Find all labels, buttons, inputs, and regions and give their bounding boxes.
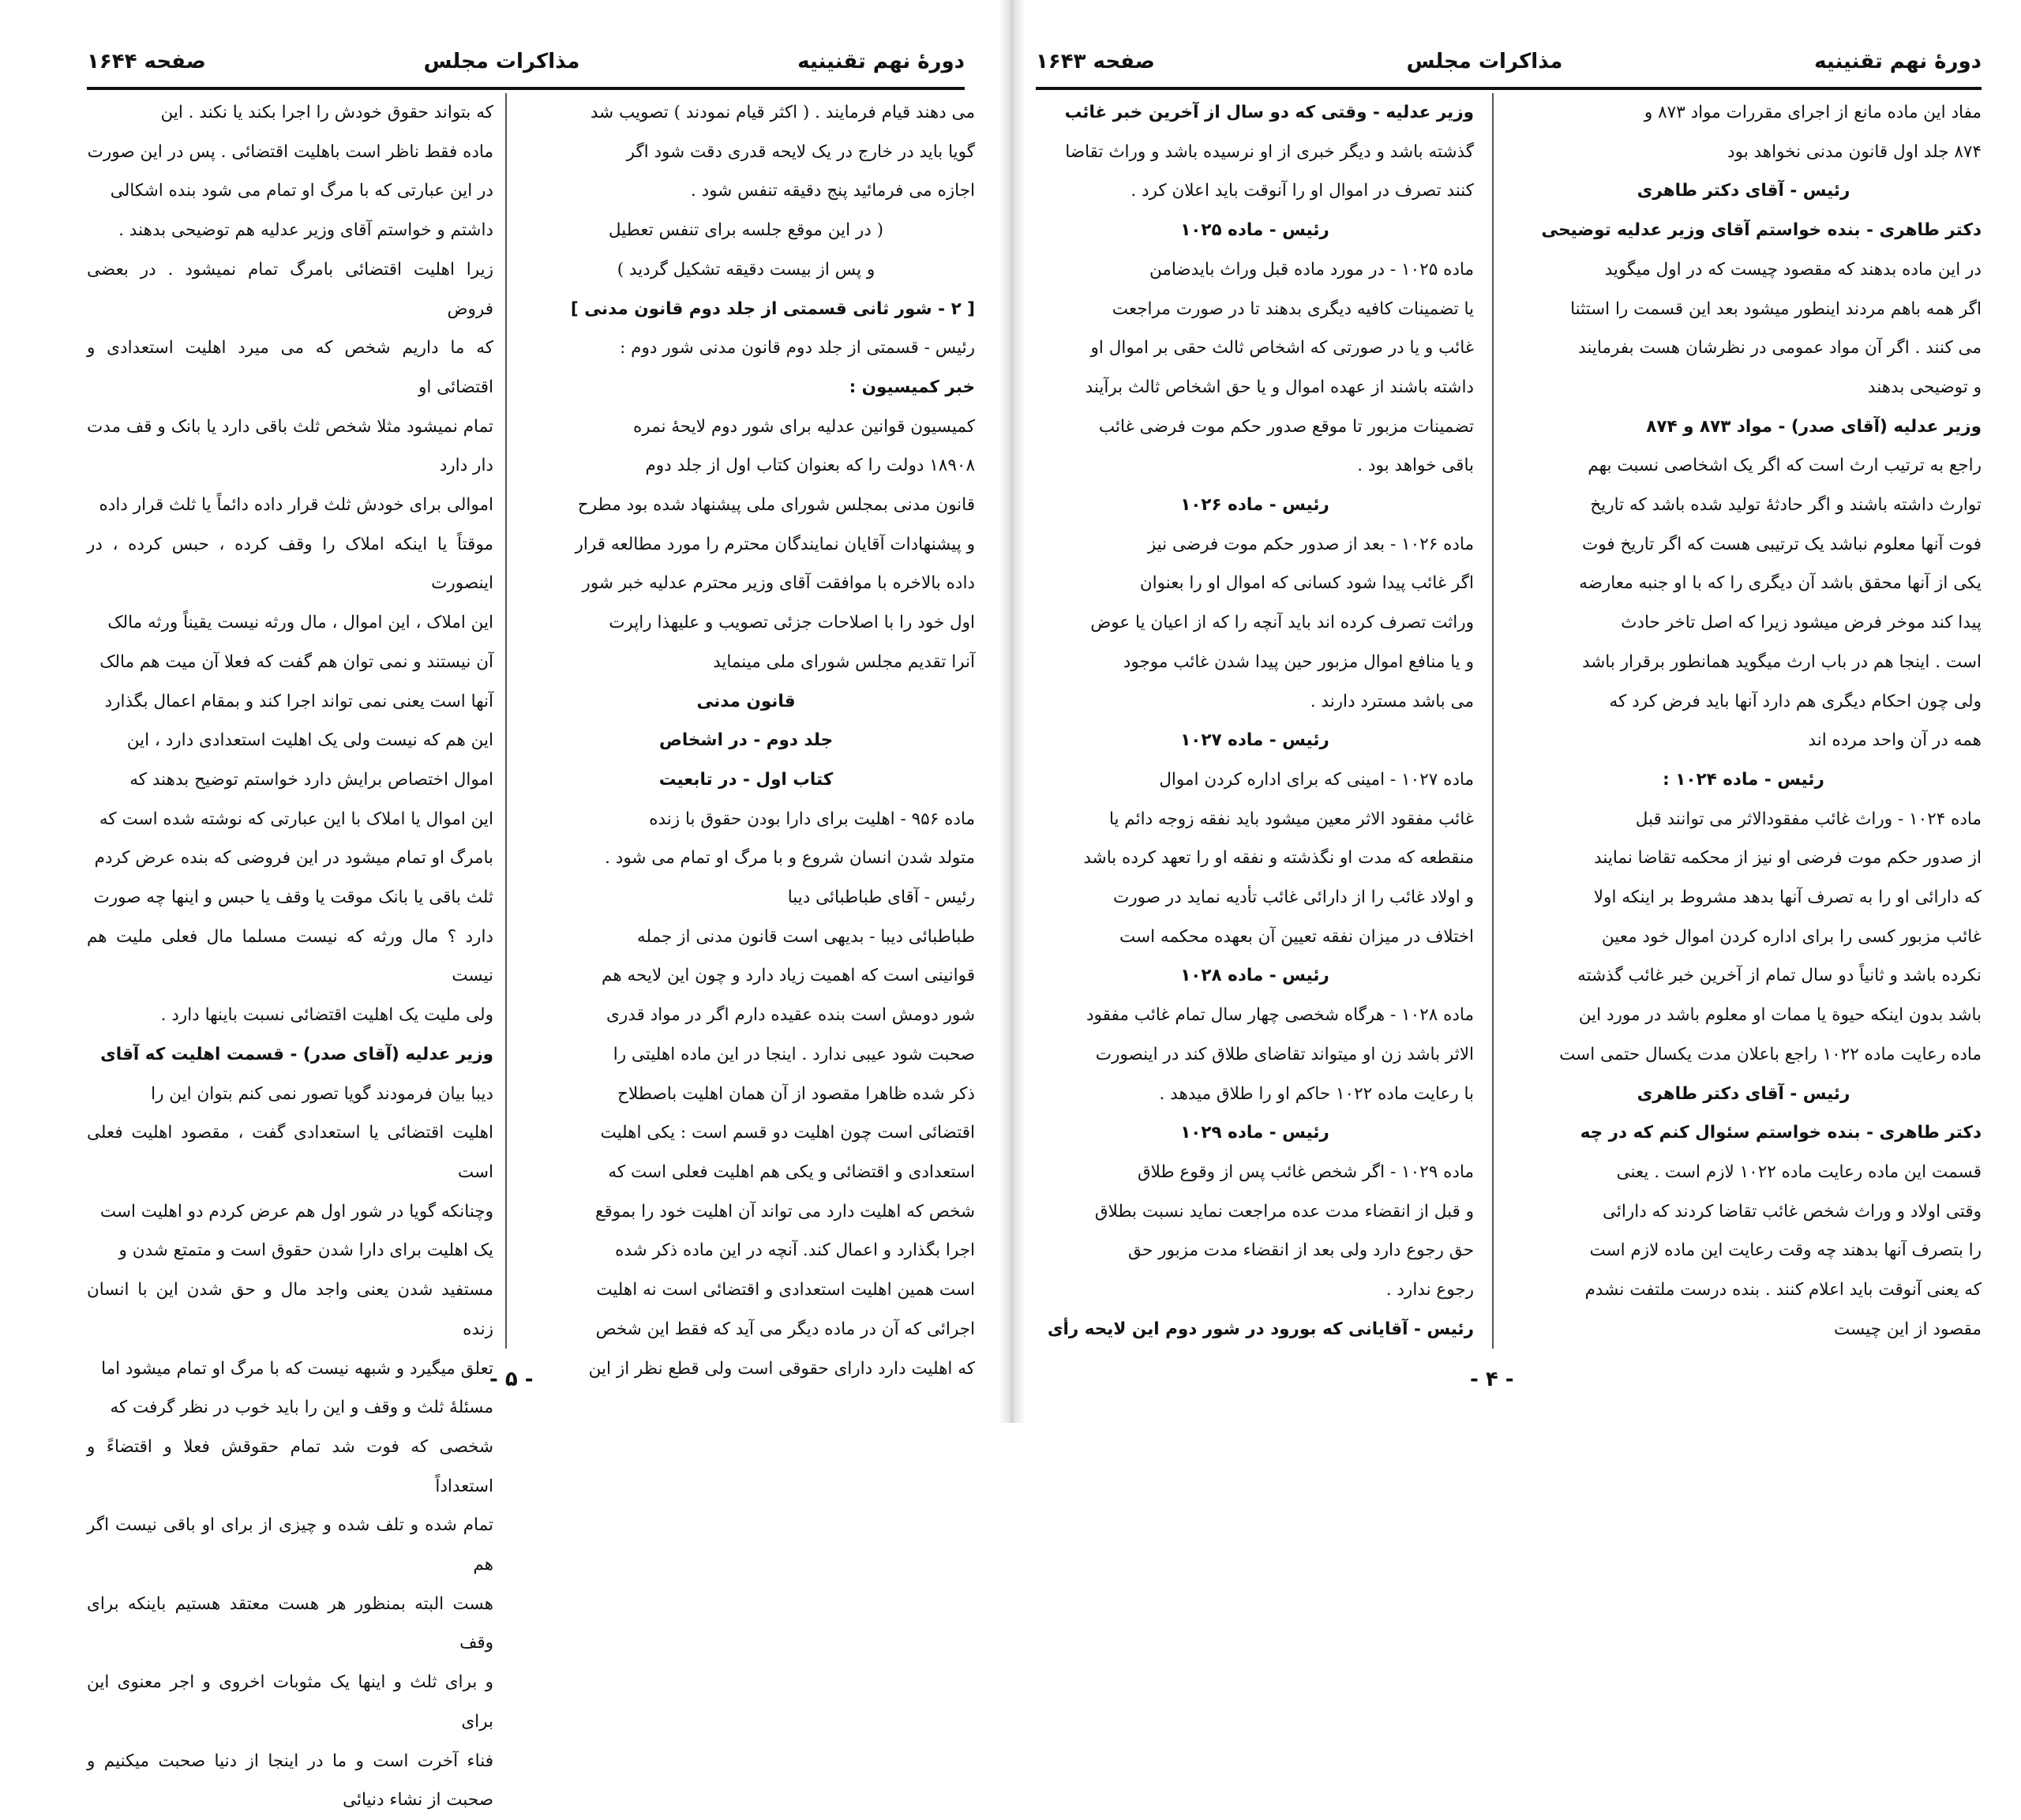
- text-line: تمام شده و تلف شده و چیزی از برای او باقی نیست اگر هم: [87, 1515, 493, 1575]
- text-line: و قبل از انقضاء مدت عده مراجعت نماید نسبت بطلاق: [1094, 1201, 1474, 1221]
- text-line: دارد ؟ مال ورثه که نیست مسلما مال فعلی ملیت هم نیست: [87, 926, 493, 986]
- left-page-left-column: [87, 93, 493, 1820]
- text-line: مستفید شدن یعنی واجد مال و حق شدن این با انسان زنده: [87, 1280, 493, 1339]
- text-line: دکتر طاهری - بنده خواستم سئوال کنم که در چه: [1580, 1123, 1982, 1143]
- text-line: ۱۸۹۰۸ دولت را که بعنوان کتاب اول از جلد دوم: [645, 456, 975, 476]
- text-line: زیرا اهلیت اقتضائی بامرگ تمام نمیشود . در بعضی فروض: [87, 259, 493, 319]
- text-line: [ ۲ - شور ثانی قسمتی از جلد دوم قانون مدنی ]: [570, 298, 975, 319]
- text-line: رئیس - آقای دکتر طاهری: [1637, 181, 1850, 201]
- text-line: دکتر طاهری - بنده خواستم آقای وزیر عدلیه توضیحی: [1541, 220, 1982, 241]
- text-line: شخص که اهلیت دارد می تواند آن اهلیت خود را بموقع: [595, 1201, 975, 1221]
- text-line: اموالی برای خودش ثلث قرار داده دائماً یا ثلث قرار داده: [99, 495, 493, 516]
- text-line: اقتضائی است چون اهلیت دو قسم است : یکی اهلیت: [600, 1123, 975, 1143]
- text-line: ماده رعایت ماده ۱۰۲۲ راجع باعلان مدت یکسال حتمی است: [1559, 1044, 1982, 1064]
- text-line: ولی چون احکام دیگری هم دارد آنها باید فرض کرد که: [1609, 691, 1982, 711]
- text-line: و اولاد غائب را از دارائی غائب تأدیه نماید در صورت: [1112, 887, 1474, 908]
- text-line: اگر غائب پیدا شود کسانی که اموال او را بعنوان: [1139, 573, 1474, 594]
- left-page-number: - ۵ -: [489, 1368, 534, 1391]
- text-line: و برای ثلث و اینها یک مثوبات اخروی و اجر معنوی این برای: [87, 1672, 493, 1732]
- text-line: مسئلهٔ ثلث و وقف و این را باید خوب در نظر گرفت که: [110, 1398, 493, 1418]
- text-line: قسمت این ماده رعایت ماده ۱۰۲۲ لازم است . یعنی: [1616, 1161, 1982, 1182]
- left-journal-title: مذاکرات مجلس: [423, 50, 580, 73]
- text-line: که دارائی او را به تصرف آنها بدهد مشروط بر اینکه اولا: [1593, 887, 1982, 908]
- text-line: باشد بدون اینکه حیوة یا ممات او معلوم باشد در مورد این: [1578, 1005, 1982, 1026]
- text-line: تعلق میگیرد و شبهه نیست که با مرگ او تمام میشود اما: [101, 1358, 493, 1379]
- text-line: ماده ۱۰۲۹ - اگر شخص غائب پس از وقوع طلاق: [1137, 1161, 1474, 1182]
- text-line: و یا منافع اموال مزبور حین پیدا شدن غائب موجود: [1123, 651, 1474, 672]
- left-page-header: [87, 38, 965, 85]
- text-line: کمیسیون قوانین عدلیه برای شور دوم لایحهٔ نمره: [632, 416, 975, 437]
- text-line: طباطبائی دیبا - بدیهی است قانون مدنی از جمله: [636, 926, 975, 947]
- text-line: کنند تصرف در اموال او را آنوقت باید اعلان کرد .: [1130, 181, 1474, 201]
- text-line: خبر کمیسیون :: [849, 377, 975, 397]
- text-line: اموال اختصاص برایش دارد خواستم توضیح بدهند که: [129, 769, 493, 790]
- text-line: اختلاف در میزان نفقه تعیین آن بعهده محکمه است: [1119, 926, 1474, 947]
- text-line: رئیس - ماده ۱۰۲۶: [1180, 495, 1329, 516]
- text-line: غائب مزبور کسی را برای اداره کردن اموال خود معین: [1601, 926, 1982, 947]
- right-journal-title: مذاکرات مجلس: [1406, 50, 1563, 73]
- left-column-divider: [505, 93, 507, 1349]
- text-line: فوت آنها معلوم نباشد یک ترتیبی هست که اگر تاریخ فوت: [1582, 534, 1982, 554]
- text-line: ( در این موقع جلسه برای تنفس تعطیل: [608, 220, 884, 241]
- text-line: در این عبارتی که با مرگ او تمام می شود بنده اشکالی: [110, 181, 493, 201]
- text-line: آن نیستند و نمی توان هم گفت که فعلا آن میت هم مالک: [99, 651, 493, 672]
- text-line: پیدا کند موخر فرض میشود زیرا که اصل تاخر حادث: [1621, 613, 1982, 633]
- text-line: می باشد مسترد دارند .: [1310, 691, 1474, 711]
- text-line: قانون مدنی بمجلس شورای ملی پیشنهاد شده بود مطرح: [577, 495, 975, 516]
- text-line: با رعایت ماده ۱۰۲۲ حاکم او را طلاق میدهد .: [1159, 1083, 1474, 1104]
- text-line: و پیشنهادات آقایان نمایندگان محترم را مورد مطالعه قرار: [575, 534, 975, 554]
- text-line: ۸۷۴ جلد اول قانون مدنی نخواهد بود: [1727, 141, 1982, 162]
- right-column-divider: [1492, 93, 1494, 1349]
- text-line: رئیس - ماده ۱۰۲۹: [1180, 1123, 1329, 1143]
- text-line: رئیس - ماده ۱۰۲۸: [1180, 966, 1329, 986]
- text-line: و پس از بیست دقیقه تشکیل گردید ): [617, 259, 876, 280]
- text-line: بامرگ او تمام میشود در این فروضی که بنده عرض کردم: [94, 848, 493, 869]
- text-line: نکرده باشد و ثانیاً دو سال تمام از آخرین خبر غائب گذشته: [1577, 966, 1982, 986]
- text-line: و توضیحی بدهند: [1867, 377, 1982, 397]
- text-line: رئیس - ماده ۱۰۲۷: [1180, 730, 1329, 751]
- text-line: یا تضمینات کافیه دیگری بدهند تا در صورت مراجعت: [1112, 298, 1474, 319]
- text-line: وچنانکه گویا در شور اول هم عرض کردم دو اهلیت است: [99, 1201, 493, 1221]
- text-line: جلد دوم - در اشخاص: [658, 730, 834, 751]
- text-line: فناء آخرت است و ما در اینجا از دنیا صحبت میکنیم و صحبت از نشاء دنیائی: [87, 1751, 493, 1811]
- text-line: توارث داشته باشند و اگر حادثهٔ تولید شده باشد که تاریخ: [1590, 495, 1982, 516]
- text-line: استعدادی و اقتضائی و یکی هم اهلیت فعلی است که: [608, 1161, 975, 1182]
- text-line: قانون مدنی: [696, 691, 796, 711]
- text-line: وزیر عدلیه (آقای صدر) - قسمت اهلیت که آقای: [100, 1044, 493, 1064]
- text-line: اگر همه باهم مردند اینطور میشود بعد این قسمت را استثنا: [1570, 298, 1982, 319]
- text-line: اهلیت اقتضائی یا استعدادی گفت ، مقصود اهلیت فعلی است: [87, 1123, 493, 1182]
- text-line: رئیس - آقای طباطبائی دیبا: [787, 887, 975, 908]
- text-line: این هم که نیست ولی یک اهلیت استعدادی دارد ، این: [126, 730, 493, 751]
- text-line: این اموال یا املاک با این عبارتی که نوشته شده است که: [99, 809, 493, 829]
- text-line: که ما داریم شخص که می میرد اهلیت استعدادی و اقتضائی او: [87, 338, 493, 397]
- text-line: که یعنی آنوقت باید اعلام کنند . بنده درست ملتفت نشدم: [1584, 1280, 1982, 1300]
- text-line: ذکر شده ظاهرا مقصود از آن همان اهلیت باصطلاح: [617, 1083, 975, 1104]
- text-line: را بتصرف آنها بدهند چه وقت رعایت این ماده لازم است: [1589, 1240, 1982, 1261]
- right-session-label: دورهٔ نهم تقنینیه: [1814, 50, 1982, 73]
- text-line: ماده فقط ناظر است باهلیت اقتضائی . پس در این صورت: [87, 141, 493, 162]
- text-line: داشته باشند از عهده اموال و یا حق اشخاص ثالث برآیند: [1085, 377, 1474, 397]
- text-line: تمام نمیشود مثلا شخص ثلث باقی دارد یا بانک و قف مدت دار دارد: [87, 416, 493, 476]
- text-line: باقی خواهد بود .: [1357, 456, 1474, 476]
- right-page-number: - ۴ -: [1470, 1368, 1514, 1391]
- text-line: اجرائی که آن در ماده دیگر می آید که فقط این شخص: [595, 1319, 975, 1339]
- right-page: [1012, 0, 2021, 1423]
- text-line: ماده ۱۰۲۵ - در مورد ماده قبل وراث بایدضامن: [1149, 259, 1474, 280]
- text-line: است . اینجا هم در باب ارث میگوید همانطور برقرار باشد: [1582, 651, 1982, 672]
- text-line: ماده ۹۵۶ - اهلیت برای دارا بودن حقوق با زنده: [649, 809, 975, 829]
- text-line: قوانینی است که اهمیت زیاد دارد و چون این لایحه هم: [602, 966, 975, 986]
- right-page-header: [1036, 38, 1982, 85]
- text-line: وراثت تصرف کرده اند باید آنچه را که از اعیان یا عوض: [1090, 613, 1474, 633]
- right-page-right-column: [1505, 93, 1982, 1349]
- text-line: صحبت شود عیبی ندارد . اینجا در این ماده اهلیتی را: [613, 1044, 975, 1064]
- text-line: اجازه می فرمائید پنج دقیقه تنفس شود .: [690, 181, 975, 201]
- text-line: یکی از آنها محقق باشد آن دیگری را که با او جنبه معارضه: [1579, 573, 1982, 594]
- text-line: آنها است یعنی نمی تواند اجرا کند و بمقام اعمال بگذارد: [104, 691, 493, 711]
- left-page-right-column: [517, 93, 975, 1388]
- text-line: وزیر عدلیه (آقای صدر) - مواد ۸۷۳ و ۸۷۴: [1646, 416, 1982, 437]
- text-line: این املاک ، این اموال ، مال ورثه نیست یقیناً ورثه مالک: [107, 613, 493, 633]
- text-line: که بتواند حقوق خودش را اجرا بکند یا نکند . این: [160, 103, 493, 122]
- text-line: رئیس - ماده ۱۰۲۴ :: [1663, 769, 1824, 790]
- left-page-label: صفحه ۱۶۴۴: [87, 50, 206, 73]
- text-line: ماده ۱۰۲۶ - بعد از صدور حکم موت فرضی نیز: [1147, 534, 1474, 554]
- text-line: وزیر عدلیه - وقتی که دو سال از آخرین خبر غائب: [1064, 103, 1474, 122]
- text-line: ثلث باقی یا بانک موقت یا وقف یا حبس و اینها چه صورت: [93, 887, 493, 908]
- text-line: رجوع ندارد .: [1385, 1280, 1474, 1300]
- text-line: موقتاً یا اینکه املاک را وقف کرده ، حبس کرده ، در اینصورت: [87, 534, 493, 594]
- text-line: غائب مفقود الاثر معین میشود باید نفقه زوجه دائم یا: [1108, 809, 1474, 829]
- text-line: الاثر باشد زن او میتواند تقاضای طلاق کند در اینصورت: [1095, 1044, 1474, 1064]
- right-page-left-column: [1036, 93, 1474, 1349]
- text-line: گویا باید در خارج در یک لایحه قدری دقت شود اگر: [626, 141, 975, 162]
- text-line: شخصی که فوت شد تمام حقوقش فعلا و اقتضاءً و استعداداً: [87, 1436, 493, 1496]
- text-line: رئیس - آقایانی که بورود در شور دوم این لایحه رأی: [1047, 1319, 1474, 1339]
- text-line: ولی ملیت یک اهلیت اقتضائی نسبت باینها دارد .: [160, 1005, 493, 1026]
- text-line: همه در آن واحد مرده اند: [1808, 730, 1982, 751]
- text-line: ماده ۱۰۲۴ - وراث غائب مفقودالاثر می توانند قبل: [1635, 809, 1982, 829]
- text-line: راجع به ترتیب ارث است که اگر یک اشخاصی نسبت بهم: [1588, 456, 1982, 476]
- text-line: متولد شدن انسان شروع و با مرگ او تمام می شود .: [605, 848, 975, 869]
- text-line: تضمینات مزبور تا موقع صدور حکم موت فرضی غائب: [1098, 416, 1474, 437]
- text-line: آنرا تقدیم مجلس شورای ملی مینماید: [713, 651, 975, 672]
- text-line: مفاد این ماده مانع از اجرای مقررات مواد ۸۷۳ و: [1644, 103, 1982, 122]
- text-line: غائب و یا در صورتی که اشخاص ثالث حقی بر اموال او: [1090, 338, 1474, 358]
- text-line: ماده ۱۰۲۸ - هرگاه شخصی چهار سال تمام غائب مفقود: [1085, 1005, 1474, 1026]
- text-line: داشتم و خواستم آقای وزیر عدلیه هم توضیحی بدهند .: [118, 220, 493, 241]
- text-line: در این ماده بدهند که مقصود چیست که در اول میگوید: [1604, 259, 1982, 280]
- left-page: [0, 0, 1012, 1811]
- text-line: از صدور حکم موت فرضی او نیز از محکمه تقاضا نمایند: [1594, 848, 1982, 869]
- text-line: شور دومش است بنده عقیده دارم اگر در مواد قدری: [606, 1005, 975, 1026]
- text-line: وقتی اولاد و وراث شخص غائب تقاضا کردند که دارائی: [1603, 1201, 1982, 1221]
- right-header-rule: [1036, 87, 1982, 90]
- left-session-label: دورهٔ نهم تقنینیه: [797, 50, 965, 73]
- text-line: رئیس - ماده ۱۰۲۵: [1180, 220, 1329, 241]
- text-line: داده بالاخره با موافقت آقای وزیر محترم عدلیه خبر شور: [582, 573, 975, 594]
- text-line: می دهند قیام فرمایند . ( اکثر قیام نمودند ) تصویب شد: [590, 103, 975, 122]
- text-line: که اهلیت دارد دارای حقوقی است ولی قطع نظر از این: [588, 1358, 975, 1379]
- text-line: رئیس - آقای دکتر طاهری: [1637, 1083, 1850, 1104]
- text-line: منقطعه که مدت او نگذشته و نفقه او را تعهد کرده باشد: [1083, 848, 1474, 869]
- text-line: است همین اهلیت استعدادی و اقتضائی است نه اهلیت: [596, 1280, 975, 1300]
- text-line: هست البته بمنظور هر هست معتقد هستیم باینکه برای وقف: [87, 1593, 493, 1653]
- text-line: اجرا بگذارد و اعمال کند. آنچه در این ماده ذکر شده: [615, 1240, 975, 1261]
- left-header-rule: [87, 87, 965, 90]
- text-line: دیبا بیان فرمودند گویا تصور نمی کنم بتوان این را: [151, 1083, 493, 1104]
- text-line: مقصود از این چیست: [1834, 1319, 1982, 1339]
- text-line: می کنند . اگر آن مواد عمومی در نظرشان هست بفرمایند: [1578, 338, 1982, 358]
- text-line: گذشته باشد و دیگر خبری از او نرسیده باشد و وراث تقاضا: [1065, 141, 1474, 162]
- text-line: ماده ۱۰۲۷ - امینی که برای اداره کردن اموال: [1159, 769, 1474, 790]
- text-line: یک اهلیت برای دارا شدن حقوق است و متمتع شدن و: [118, 1240, 493, 1261]
- text-line: اول خود را با اصلاحات جزئی تصویب و علیهذا راپرت: [609, 613, 975, 633]
- text-line: کتاب اول - در تابعیت: [658, 769, 834, 790]
- right-page-label: صفحه ۱۶۴۳: [1036, 50, 1155, 73]
- text-line: رئیس - قسمتی از جلد دوم قانون مدنی شور دوم :: [620, 338, 975, 358]
- text-line: حق رجوع دارد ولی بعد از انقضاء مدت مزبور حق: [1128, 1240, 1474, 1261]
